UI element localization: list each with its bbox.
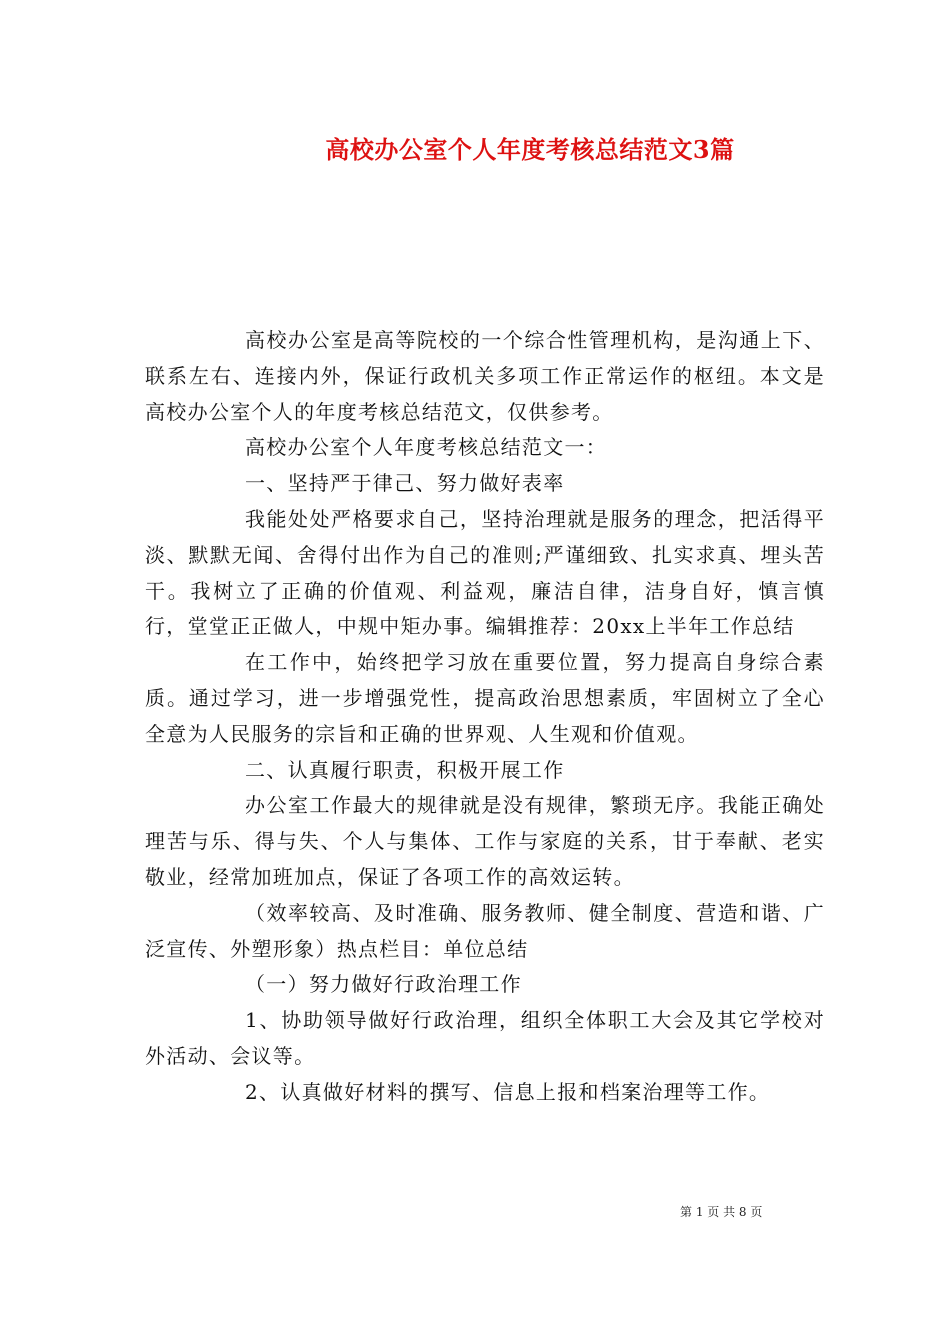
- paragraph: 在工作中，始终把学习放在重要位置，努力提高自身综合素质。通过学习，进一步增强党性，提高政治思想素质，牢固树立了全心全意为人民服务的宗旨和正确的世界观、人生观和价值观。: [145, 650, 825, 746]
- document-title: 高校办公室个人年度考核总结范文3篇: [325, 135, 735, 164]
- paragraph-list-item: 1、协助领导做好行政治理，组织全体职工大会及其它学校对外活动、会议等。: [145, 1008, 825, 1068]
- paragraph-subheading: （一）努力做好行政治理工作: [245, 972, 522, 997]
- document-body: [145, 323, 825, 1111]
- paragraph-list-item: 2、认真做好材料的撰写、信息上报和档案治理等工作。: [245, 1079, 771, 1104]
- paragraph-heading-1: 一、坚持严于律己、努力做好表率: [245, 471, 565, 496]
- paragraph-heading-2: 二、认真履行职责，积极开展工作: [245, 757, 565, 782]
- paragraph: 我能处处严格要求自己，坚持治理就是服务的理念，把活得平淡、默默无闻、舍得付出作为自己的准则;严谨细致、扎实求真、埋头苦干。我树立了正确的价值观、利益观，廉洁自律，洁身自好，慎言慎行，堂堂正正做人，中规中矩办事。编辑推荐：20xx上半年工作总结: [145, 506, 825, 639]
- page-footer: [680, 1203, 810, 1221]
- paragraph: （效率较高、及时准确、服务教师、健全制度、营造和谐、广泛宣传、外塑形象）热点栏目：单位总结: [145, 900, 825, 961]
- paragraph-intro: 高校办公室是高等院校的一个综合性管理机构，是沟通上下、联系左右、连接内外，保证行政机关多项工作正常运作的枢纽。本文是高校办公室个人的年度考核总结范文，仅供参考。: [145, 328, 825, 424]
- paragraph: 办公室工作最大的规律就是没有规律，繁琐无序。我能正确处理苦与乐、得与失、个人与集体、工作与家庭的关系，甘于奉献、老实敬业，经常加班加点，保证了各项工作的高效运转。: [145, 793, 825, 889]
- paragraph-section-heading: 高校办公室个人年度考核总结范文一：: [245, 435, 608, 460]
- page-number: 第 1 页 共 8 页: [680, 1205, 763, 1219]
